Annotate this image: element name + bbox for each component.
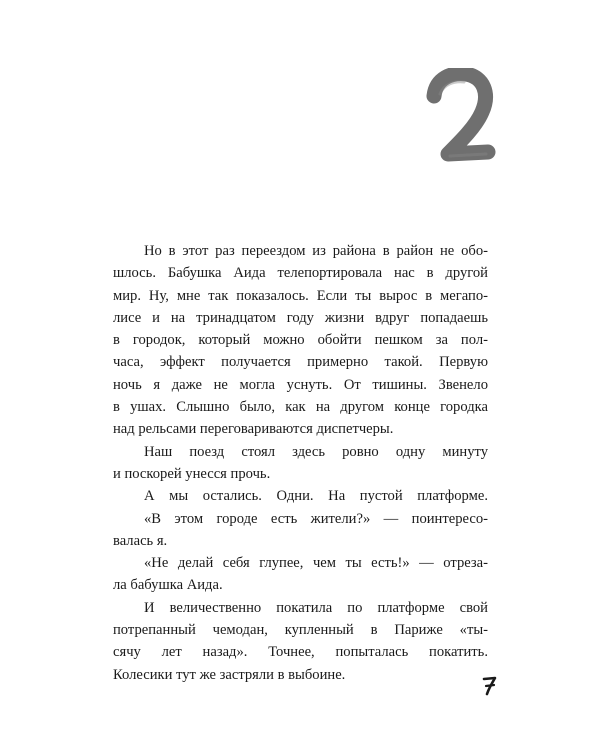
- page-number-glyph: [482, 676, 498, 696]
- text-line: «Не делай себя глупее, чем ты есть!» — отреза-: [144, 555, 488, 572]
- text-line: Но в этот раз переездом из района в район не обо-: [144, 243, 488, 259]
- text-line: И величественно покатила по платформе свой: [144, 599, 488, 616]
- chapter-number: [426, 68, 496, 170]
- text-line: сячу лет назад». Точнее, попыталась покатить.: [113, 644, 488, 661]
- text-line: валась я.: [113, 532, 168, 549]
- text-line: Колесики тут же застряли в выбоине.: [113, 666, 346, 683]
- svg-text:7: 7: [482, 676, 483, 677]
- text-line: часа, эффект получается примерно такой. Первую: [113, 354, 488, 371]
- text-line: в ушах. Слышно было, как на другом конце городка: [113, 399, 488, 416]
- text-line: А мы остались. Одни. На пустой платформе.: [144, 488, 488, 505]
- text-line: ночь я даже не могла уснуть. От тишины. Звенело: [113, 376, 488, 393]
- text-line: над рельсами переговариваются диспетчеры.: [113, 421, 394, 438]
- text-line: лисе и на тринадцатом году жизни вдруг попадаешь: [113, 309, 488, 326]
- body-text: [113, 240, 488, 686]
- text-line: шлось. Бабушка Аида телепортировала нас в другой: [113, 265, 488, 282]
- text-line: в городок, который можно обойти пешком за пол-: [113, 332, 488, 349]
- text-line: ла бабушка Аида.: [113, 577, 223, 594]
- text-line: потрепанный чемодан, купленный в Париже «ты-: [113, 622, 488, 639]
- page-number: [482, 676, 498, 696]
- chapter-number-glyph: [426, 68, 496, 170]
- text-line: «В этом городе есть жители?» — поинтересо-: [144, 510, 488, 527]
- svg-text:2: 2: [426, 68, 427, 69]
- text-line: Наш поезд стоял здесь ровно одну минуту: [144, 443, 488, 460]
- text-line: и поскорей унесся прочь.: [113, 465, 271, 482]
- text-line: мир. Ну, мне так показалось. Если ты вырос в мегапо-: [113, 287, 488, 304]
